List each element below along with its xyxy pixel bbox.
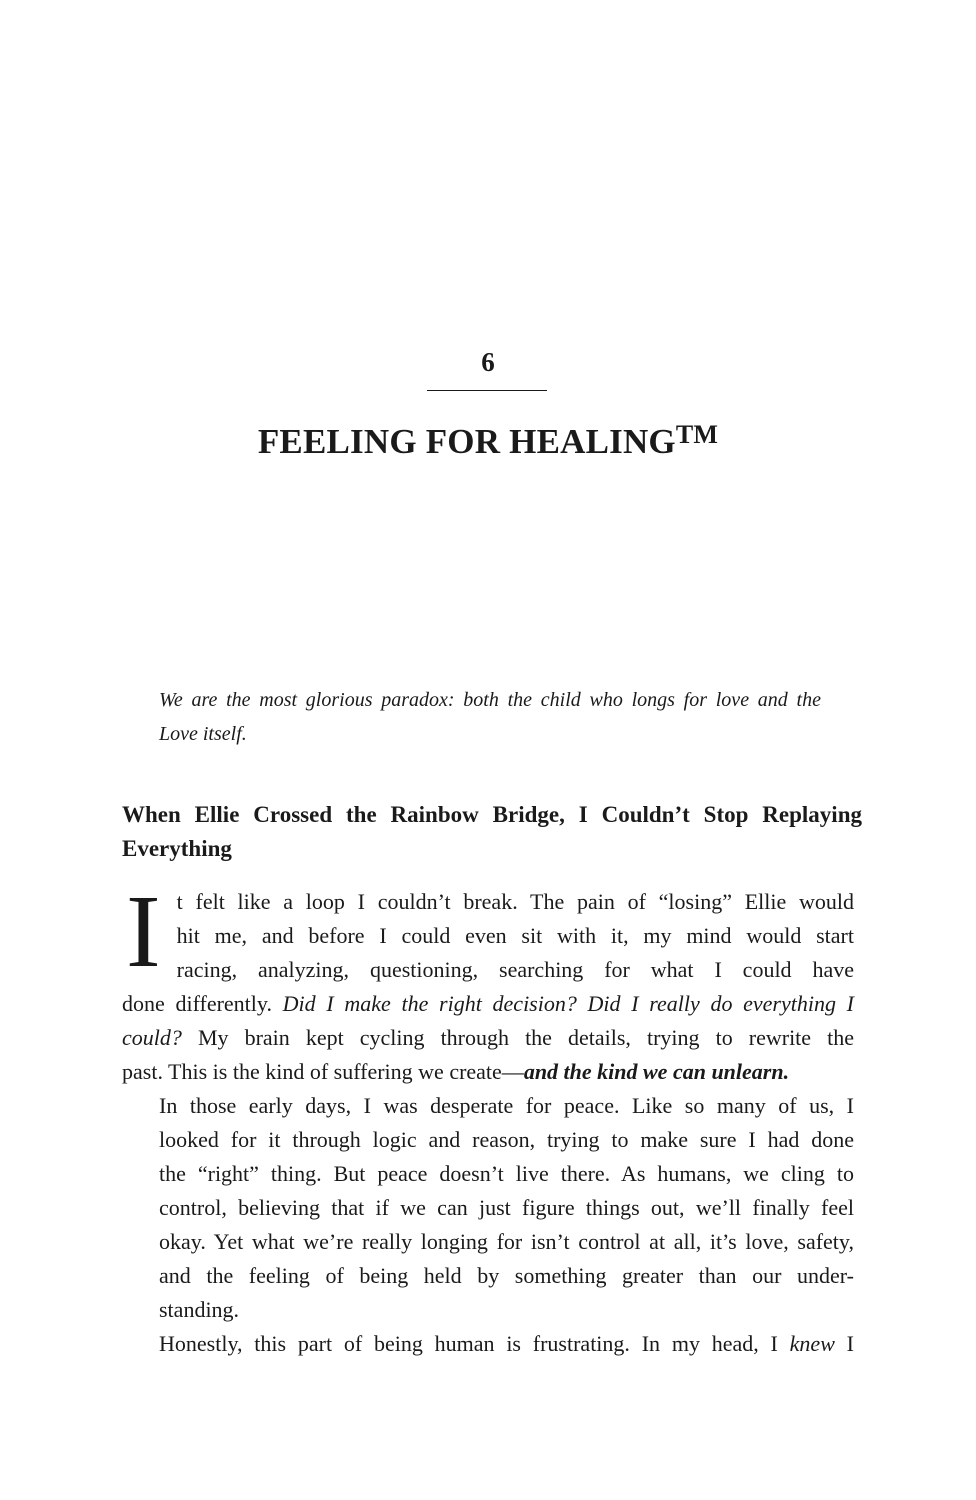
text-line: looked for it through logic and reason, trying to make sure I had done bbox=[159, 1127, 854, 1152]
text-line: In those early days, I was desperate for peace. Like so many of us, I bbox=[159, 1093, 854, 1118]
chapter-number: 6 bbox=[481, 347, 495, 377]
text-line bbox=[122, 1055, 854, 1089]
text-line: and the feeling of being held by something greater than our under- bbox=[159, 1263, 854, 1288]
text-run: Honestly, this part of being human is frustrating. In my head, I bbox=[159, 1331, 790, 1356]
text-line: hit me, and before I could even sit with it, my mind would start bbox=[176, 923, 854, 948]
italic-run: knew bbox=[789, 1331, 835, 1356]
paragraph bbox=[122, 1089, 854, 1327]
paragraph bbox=[122, 1327, 854, 1361]
body-text bbox=[122, 874, 854, 1361]
epigraph-line: Love itself. bbox=[159, 723, 247, 745]
chapter-title-text: FEELING FOR HEALING bbox=[257, 422, 676, 461]
text-line: control, believing that if we can just figure things out, we’ll finally feel bbox=[159, 1195, 854, 1220]
text-line: the “right” thing. But peace doesn’t live there. As humans, we cling to bbox=[159, 1161, 854, 1186]
text-line bbox=[122, 1021, 854, 1055]
text-line: okay. Yet what we’re really longing for isn’t control at all, it’s love, safety, bbox=[159, 1229, 854, 1254]
epigraph-line: We are the most glorious paradox: both the child who longs for love and the bbox=[159, 689, 821, 711]
section-heading-line: When Ellie Crossed the Rainbow Bridge, I Couldn’t Stop Replaying bbox=[122, 802, 862, 827]
italic-run: Did I make the right decision? Did I really do everything I bbox=[282, 991, 854, 1016]
text-line: t felt like a loop I couldn’t break. The pain of “losing” Ellie would bbox=[176, 889, 854, 914]
paragraph bbox=[122, 874, 854, 1089]
drop-cap: I bbox=[126, 874, 161, 989]
bold-italic-run: and the kind we can unlearn. bbox=[523, 1059, 790, 1084]
epigraph bbox=[159, 683, 821, 751]
chapter-title bbox=[0, 414, 976, 463]
text-run: past. This is the kind of suffering we create— bbox=[122, 1059, 524, 1084]
italic-run: could? bbox=[122, 1025, 182, 1050]
section-heading-line: Everything bbox=[122, 836, 232, 861]
text-line: racing, analyzing, questioning, searching for what I could have bbox=[176, 957, 854, 982]
text-line bbox=[122, 987, 854, 1021]
text-run: I bbox=[834, 1331, 854, 1356]
text-run: My brain kept cycling through the details, trying to rewrite the bbox=[181, 1025, 854, 1050]
trademark-symbol: TM bbox=[675, 420, 719, 449]
section-heading bbox=[122, 798, 862, 866]
text-run: done differently. bbox=[122, 991, 283, 1016]
text-line bbox=[122, 1327, 854, 1361]
chapter-divider bbox=[427, 390, 547, 391]
text-line: standing. bbox=[159, 1297, 240, 1322]
